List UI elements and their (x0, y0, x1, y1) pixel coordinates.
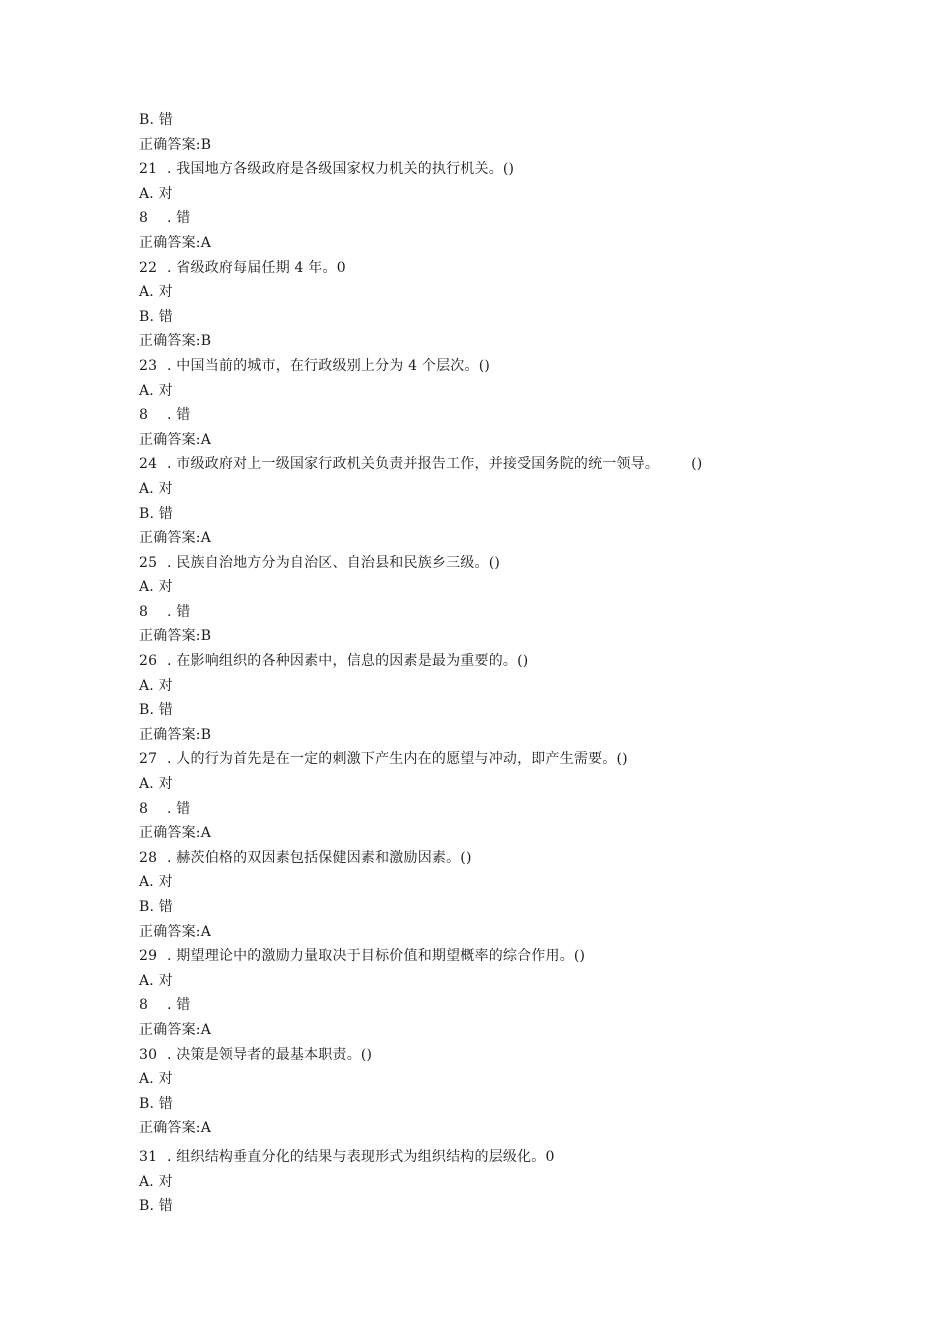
answer-line: 正确答案:A (139, 234, 212, 251)
question-number: 31 (139, 1148, 158, 1165)
option-line: B. 错 (139, 505, 173, 522)
question-line (139, 747, 839, 772)
question-line (139, 600, 839, 625)
option-line: B. 错 (139, 308, 173, 325)
option-line: B. 错 (139, 112, 173, 128)
option-line: A. 对 (139, 677, 173, 694)
question-text: . 中国当前的城市，在行政级别上分为 4 个层次。() (167, 357, 491, 374)
option-line: A. 对 (139, 1173, 173, 1190)
question-line (139, 354, 839, 379)
question-number: 25 (139, 554, 158, 571)
question-line (139, 403, 839, 428)
question-line (139, 452, 839, 477)
option-line: A. 对 (139, 579, 173, 596)
option-line: A. 对 (139, 972, 173, 989)
document-page (139, 108, 839, 1219)
question-number: 29 (139, 948, 158, 965)
option-line: B. 错 (139, 899, 173, 915)
question-number: 8 (139, 800, 149, 817)
option-line: B. 错 (139, 702, 173, 719)
question-line (139, 797, 839, 822)
question-blank: () (691, 456, 703, 473)
answer-line: 正确答案:A (139, 431, 212, 448)
question-line (139, 649, 839, 674)
question-number: 30 (139, 1046, 158, 1063)
question-text: . 错 (167, 407, 191, 424)
question-text: . 错 (167, 997, 191, 1014)
question-number: 8 (139, 407, 149, 424)
question-line (139, 993, 839, 1018)
question-text: . 期望理论中的激励力量取决于目标价值和期望概率的综合作用。() (167, 948, 586, 965)
answer-line: 正确答案:B (139, 628, 212, 645)
option-line: A. 对 (139, 382, 173, 399)
question-text: . 民族自治地方分为自治区、自治县和民族乡三级。() (167, 554, 501, 571)
option-line: A. 对 (139, 185, 173, 202)
question-line (139, 551, 839, 576)
option-line: A. 对 (139, 776, 173, 793)
answer-line: 正确答案:B (139, 726, 212, 743)
question-text: . 组织结构垂直分化的结果与表现形式为组织结构的层级化。0 (167, 1148, 555, 1165)
option-line: B. 错 (139, 1198, 173, 1215)
option-line: A. 对 (139, 284, 173, 301)
question-number: 27 (139, 751, 158, 768)
option-line: A. 对 (139, 480, 173, 497)
question-number: 28 (139, 849, 158, 866)
question-number: 26 (139, 653, 158, 670)
answer-line: 正确答案:A (139, 1021, 212, 1038)
answer-line: 正确答案:A (139, 530, 212, 547)
question-text: . 市级政府对上一级国家行政机关负责并报告工作，并接受国务院的统一领导。 (167, 456, 660, 473)
question-number: 23 (139, 357, 158, 374)
question-text: . 人的行为首先是在一定的刺激下产生内在的愿望与冲动，即产生需要。() (167, 751, 628, 768)
option-line: A. 对 (139, 1071, 173, 1088)
answer-line: 正确答案:B (139, 136, 212, 153)
question-line (139, 944, 839, 969)
question-line (139, 157, 839, 182)
question-number: 8 (139, 210, 149, 227)
answer-line: 正确答案:A (139, 1120, 212, 1137)
question-text: . 错 (167, 210, 191, 227)
question-number: 21 (139, 161, 158, 178)
question-line (139, 256, 839, 281)
option-line: A. 对 (139, 874, 173, 891)
question-text: . 赫茨伯格的双因素包括保健因素和激励因素。() (167, 849, 472, 866)
question-text: . 错 (167, 800, 191, 817)
question-text: . 错 (167, 603, 191, 620)
question-text: . 在影响组织的各种因素中，信息的因素是最为重要的。() (167, 653, 529, 670)
question-line (139, 1043, 839, 1068)
answer-line: 正确答案:A (139, 825, 212, 842)
question-number: 8 (139, 603, 149, 620)
question-number: 22 (139, 259, 158, 276)
question-text: . 省级政府每届任期 4 年。0 (167, 259, 346, 276)
option-line: B. 错 (139, 1095, 173, 1112)
question-number: 8 (139, 997, 149, 1014)
question-line (139, 846, 839, 871)
answer-line: 正确答案:B (139, 333, 212, 350)
question-line (139, 1145, 839, 1170)
question-number: 24 (139, 456, 158, 473)
question-text: . 我国地方各级政府是各级国家权力机关的执行机关。() (167, 161, 515, 178)
answer-line: 正确答案:A (139, 923, 212, 940)
question-line (139, 206, 839, 231)
question-text: . 决策是领导者的最基本职责。() (167, 1046, 373, 1063)
